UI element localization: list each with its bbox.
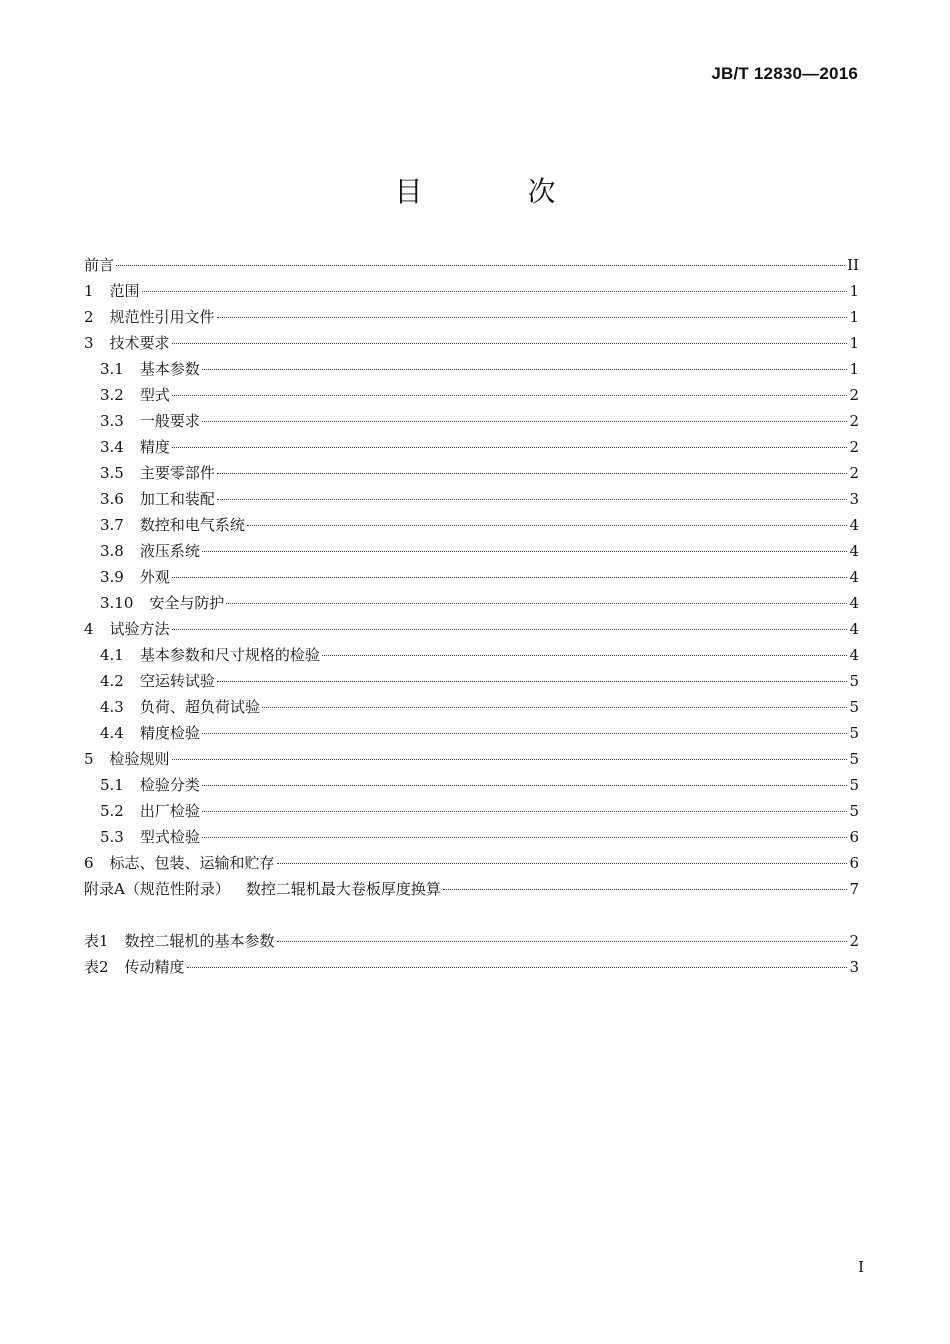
dot-leader — [247, 525, 848, 526]
toc-entry-number: 4.1 — [100, 646, 124, 664]
toc-entry-page: 2 — [849, 464, 859, 482]
toc-entry-page: 3 — [849, 490, 859, 508]
dot-leader — [322, 655, 848, 656]
document-code: JB/T 12830—2016 — [711, 64, 858, 83]
page-number: I — [858, 1258, 864, 1276]
toc-entry-label: 型式 — [139, 386, 170, 404]
toc-entry-page: 5 — [849, 802, 859, 820]
toc-entry-3[interactable] — [84, 330, 859, 356]
toc-entry-6[interactable] — [84, 850, 859, 876]
dot-leader — [187, 967, 848, 968]
toc-entry-3-2[interactable] — [84, 382, 859, 408]
toc-entry-page: II — [847, 256, 859, 274]
toc-entry-page: 5 — [849, 672, 859, 690]
toc-entry-label: 传动精度 — [124, 958, 185, 976]
toc-entry-5-1[interactable] — [84, 772, 859, 798]
toc-entry-number: 3.9 — [100, 568, 124, 586]
toc-entry-number: 4.2 — [100, 672, 124, 690]
toc-entry-foreword[interactable] — [84, 252, 859, 278]
toc-entry-label: 试验方法 — [109, 620, 170, 638]
toc-entry-page: 2 — [849, 438, 859, 456]
toc-entry-label: 出厂检验 — [139, 802, 200, 820]
toc-entry-label: 数控和电气系统 — [139, 516, 245, 534]
toc-entry-appendix-a[interactable] — [84, 876, 859, 902]
dot-leader — [202, 421, 848, 422]
toc-entry-label: 基本参数 — [139, 360, 200, 378]
toc-entry-page: 4 — [849, 568, 859, 586]
toc-entry-page: 1 — [849, 334, 859, 352]
toc-entry-number: 4.4 — [100, 724, 124, 742]
dot-leader — [217, 499, 848, 500]
dot-leader — [142, 291, 848, 292]
toc-entry-page: 6 — [849, 854, 859, 872]
toc-entry-page: 1 — [849, 360, 859, 378]
dot-leader — [277, 941, 848, 942]
toc-entry-5-3[interactable] — [84, 824, 859, 850]
toc-entry-page: 5 — [849, 776, 859, 794]
page-title: 目 次 — [394, 175, 604, 208]
toc-entry-3-6[interactable] — [84, 486, 859, 512]
dot-leader — [172, 343, 848, 344]
toc-entry-page: 4 — [849, 646, 859, 664]
toc-entry-1[interactable] — [84, 278, 859, 304]
dot-leader — [172, 577, 848, 578]
toc-entry-5[interactable] — [84, 746, 859, 772]
toc-entry-number: 3.5 — [100, 464, 124, 482]
toc-entry-label: 检验分类 — [139, 776, 200, 794]
toc-entry-page: 4 — [849, 542, 859, 560]
toc-entry-page: 4 — [849, 620, 859, 638]
toc-entry-label: 标志、包装、运输和贮存 — [109, 854, 275, 872]
dot-leader — [226, 603, 847, 604]
toc-entry-4[interactable] — [84, 616, 859, 642]
toc-entry-page: 2 — [849, 386, 859, 404]
dot-leader — [172, 629, 848, 630]
dot-leader — [202, 733, 848, 734]
dot-leader — [172, 447, 848, 448]
toc-entry-number: 3.2 — [100, 386, 124, 404]
toc-table-2[interactable] — [84, 954, 859, 980]
dot-leader — [172, 759, 848, 760]
toc-entry-label: 数控二辊机最大卷板厚度换算 — [245, 880, 441, 898]
dot-leader — [202, 369, 848, 370]
toc-entry-number: 表1 — [84, 932, 109, 950]
toc-entry-page: 7 — [849, 880, 859, 898]
toc-entry-4-3[interactable] — [84, 694, 859, 720]
toc-entry-4-1[interactable] — [84, 642, 859, 668]
toc-entry-page: 6 — [849, 828, 859, 846]
toc-entry-label: 数控二辊机的基本参数 — [124, 932, 275, 950]
toc-entry-number: 3.3 — [100, 412, 124, 430]
toc-entry-number: 5.1 — [100, 776, 124, 794]
toc-entry-label: 安全与防护 — [149, 594, 225, 612]
toc-entry-label: 加工和装配 — [139, 490, 215, 508]
toc-entry-number: 5 — [84, 750, 94, 768]
toc-entry-number: 2 — [84, 308, 94, 326]
toc-entry-label: 检验规则 — [109, 750, 170, 768]
toc-entry-page: 5 — [849, 698, 859, 716]
dot-leader — [262, 707, 848, 708]
toc-entry-3-1[interactable] — [84, 356, 859, 382]
toc-entry-number: 表2 — [84, 958, 109, 976]
toc-entry-label: 技术要求 — [109, 334, 170, 352]
dot-leader — [217, 473, 848, 474]
toc-entry-3-10[interactable] — [84, 590, 859, 616]
toc-entry-number: 5.3 — [100, 828, 124, 846]
toc-entry-label: 范围 — [109, 282, 140, 300]
toc-entry-label: 一般要求 — [139, 412, 200, 430]
toc-entry-3-7[interactable] — [84, 512, 859, 538]
toc-entry-label: 主要零部件 — [139, 464, 215, 482]
toc-entry-page: 4 — [849, 516, 859, 534]
toc-entry-number: 4 — [84, 620, 94, 638]
toc-entry-label: 外观 — [139, 568, 170, 586]
dot-leader — [277, 863, 848, 864]
toc-entry-label: 负荷、超负荷试验 — [139, 698, 260, 716]
toc-entry-number: 附录A（规范性附录） — [84, 880, 230, 898]
toc-entry-4-2[interactable] — [84, 668, 859, 694]
section-gap — [84, 902, 859, 928]
toc-entry-label: 型式检验 — [139, 828, 200, 846]
toc-entry-2[interactable] — [84, 304, 859, 330]
toc-entry-label: 液压系统 — [139, 542, 200, 560]
dot-leader — [443, 889, 848, 890]
toc-entry-number: 3.8 — [100, 542, 124, 560]
toc-entry-page: 2 — [849, 932, 859, 950]
toc-entry-page: 5 — [849, 750, 859, 768]
toc-table-1[interactable] — [84, 928, 859, 954]
toc-entry-5-2[interactable] — [84, 798, 859, 824]
dot-leader — [217, 681, 848, 682]
toc-entry-label: 空运转试验 — [139, 672, 215, 690]
toc-entry-page: 1 — [849, 282, 859, 300]
toc-entry-number: 3.4 — [100, 438, 124, 456]
toc-entry-number: 3 — [84, 334, 94, 352]
toc-entry-number: 3.1 — [100, 360, 124, 378]
dot-leader — [116, 265, 845, 266]
toc-entry-number: 4.3 — [100, 698, 124, 716]
toc-entry-label: 精度 — [139, 438, 170, 456]
table-of-contents — [84, 252, 859, 980]
toc-entry-3-4[interactable] — [84, 434, 859, 460]
toc-entry-label: 规范性引用文件 — [109, 308, 215, 326]
toc-entry-page: 1 — [849, 308, 859, 326]
toc-entry-number: 6 — [84, 854, 94, 872]
toc-entry-number: 3.10 — [100, 594, 134, 612]
toc-entry-page: 2 — [849, 412, 859, 430]
toc-entry-3-8[interactable] — [84, 538, 859, 564]
toc-entry-4-4[interactable] — [84, 720, 859, 746]
toc-entry-page: 3 — [849, 958, 859, 976]
toc-entry-3-3[interactable] — [84, 408, 859, 434]
dot-leader — [172, 395, 848, 396]
toc-entry-label: 基本参数和尺寸规格的检验 — [139, 646, 320, 664]
toc-entry-number: 1 — [84, 282, 94, 300]
toc-entry-3-9[interactable] — [84, 564, 859, 590]
toc-entry-page: 4 — [849, 594, 859, 612]
toc-entry-number: 3.7 — [100, 516, 124, 534]
toc-entry-number: 5.2 — [100, 802, 124, 820]
toc-entry-3-5[interactable] — [84, 460, 859, 486]
dot-leader — [202, 785, 848, 786]
toc-entry-label: 精度检验 — [139, 724, 200, 742]
toc-entry-label: 前言 — [84, 256, 115, 274]
dot-leader — [202, 837, 848, 838]
dot-leader — [202, 551, 848, 552]
dot-leader — [217, 317, 848, 318]
dot-leader — [202, 811, 848, 812]
toc-entry-number: 3.6 — [100, 490, 124, 508]
toc-entry-page: 5 — [849, 724, 859, 742]
